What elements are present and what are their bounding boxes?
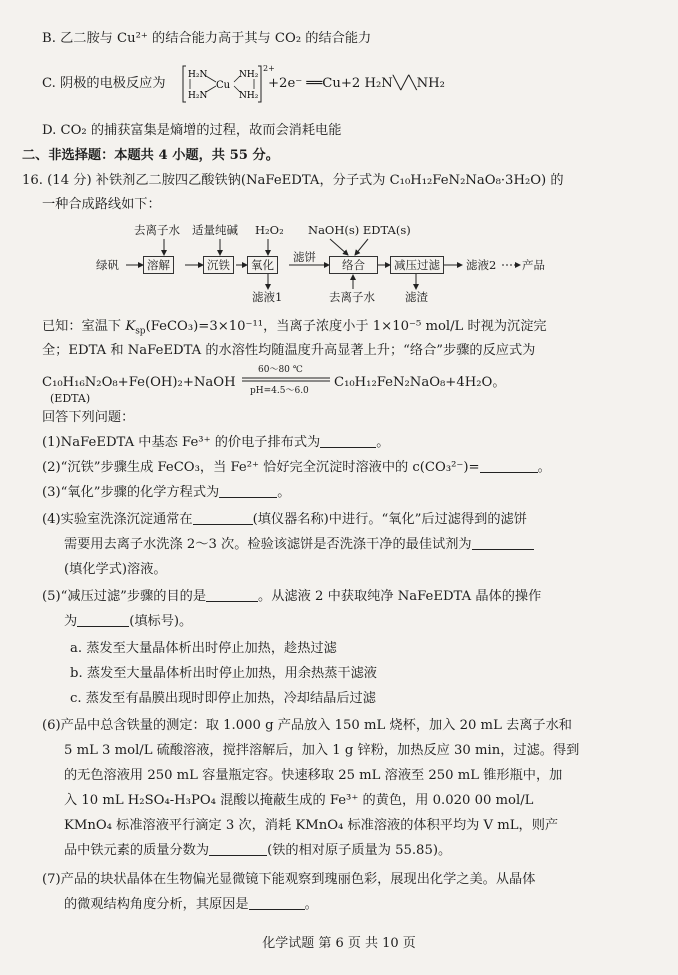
answer-blank-4a[interactable] (193, 511, 253, 525)
subq-5-line1: (5)“减压过滤”步骤的目的是 。从滤液 2 中获取纯净 NaFeEDTA 晶体的操作 (42, 589, 542, 604)
complex-charge: 2+ (263, 64, 275, 73)
complex-center: Cu (216, 80, 231, 91)
complex-ligand-bl: H₂N (188, 91, 208, 101)
subq-5-option-a: a. 蒸发至大量晶体析出时停止加热，趁热过滤 (70, 641, 337, 656)
flow-reagent-soda: 适量纯碱 (192, 223, 238, 237)
subq-7-line1: (7)产品的块状晶体在生物偏光显微镜下能观察到瑰丽色彩，展现出化学之美。从晶体 (42, 872, 536, 887)
subq-5-option-c: c. 蒸发至有晶膜出现时即停止加热，冷却结晶后过滤 (70, 691, 376, 706)
equation-right: C₁₀H₁₂FeN₂NaO₈+4H₂O。 (334, 375, 506, 390)
known-2: 全；EDTA 和 NaFeEDTA 的水溶性均随温度升高显著上升；“络合”步骤的反应式为 (42, 343, 536, 358)
equation-left: C₁₀H₁₆N₂O₈+Fe(OH)₂+NaOH (42, 375, 236, 390)
option-d: D. CO₂ 的捕获富集是熵增的过程，故而会消耗电能 (42, 123, 342, 138)
q16-stem-2: 一种合成路线如下： (42, 197, 161, 212)
subq-1: (1)NaFeEDTA 中基态 Fe³⁺ 的价电子排布式为 。 (42, 435, 390, 450)
flow-filtrate2: 滤液2 (466, 258, 497, 272)
subq-2: (2)“沉铁”步骤生成 FeCO₃，当 Fe²⁺ 恰好完全沉淀时溶液中的 c(CO₃²⁻)= 。 (42, 460, 551, 475)
option-c-suffix: +2e⁻ ══Cu+2 H₂N╲╱╲NH₂ (268, 76, 445, 91)
subq-6-line6: 品中铁元素的质量分数为 (铁的相对原子质量为 55.85)。 (64, 843, 452, 858)
complex-ligand-br: NH₂ (239, 91, 259, 101)
equation-arrow (240, 376, 332, 384)
option-c-prefix: C. 阴极的电极反应为 (42, 76, 166, 91)
subq-4-line1: (4)实验室洗涤沉淀通常在 (填仪器名称)中进行。“氧化”后过滤得到的滤饼 (42, 512, 527, 527)
answer-blank-1[interactable] (320, 434, 376, 448)
flow-cake: 滤饼 (293, 250, 316, 264)
subq-5-line2: 为 (填标号)。 (64, 614, 193, 629)
subq-5-option-b: b. 蒸发至大量晶体析出时停止加热，用余热蒸干滤液 (70, 666, 377, 681)
answer-blank-4b[interactable] (472, 536, 534, 550)
flow-reagent-h2o2: H₂O₂ (255, 223, 284, 237)
flow-step-dissolve: 溶解 (143, 256, 174, 274)
subq-4-line3: (填化学式)溶液。 (64, 562, 167, 577)
equation-condition-top: 60～80 ℃ (258, 365, 303, 375)
answer-blank-2[interactable] (480, 459, 538, 473)
complex-ligand-tl: H₂N (188, 70, 208, 80)
subq-6-line2: 5 mL 3 mol/L 硫酸溶液，搅拌溶解后，加入 1 g 锌粉，加热反应 30 min，过滤。得到 (64, 743, 580, 758)
flow-step-oxidize: 氧化 (247, 256, 278, 274)
subq-7-line2: 的微观结构角度分析，其原因是 。 (64, 897, 318, 912)
section-heading: 二、非选择题：本题共 4 小题，共 55 分。 (22, 148, 279, 163)
known-1: 已知：室温下 $K_{sp}(FeCO_3)=3\times 10^{-11}$，当离子浓度小于 1×10⁻⁵ mol/L 时视为沉淀完 (42, 319, 547, 337)
subq-6-line4: 入 10 mL H₂SO₄-H₃PO₄ 混酸以掩蔽生成的 Fe³⁺ 的黄色，用 0.020 00 mol/L (64, 793, 534, 808)
subq-6-line5: KMnO₄ 标准溶液平行滴定 3 次，消耗 KMnO₄ 标准溶液的体积平均为 V mL，则产 (64, 818, 559, 833)
answer-prompt: 回答下列问题： (42, 410, 135, 425)
equation-edta-note: (EDTA) (50, 392, 91, 405)
subq-6-line3: 的无色溶液用 250 mL 容量瓶定容。快速移取 25 mL 溶液至 250 mL 锥形瓶中，加 (64, 768, 563, 783)
flow-start: 绿矾 (96, 258, 119, 272)
flow-residue: 滤渣 (405, 290, 428, 304)
flow-filtrate1: 滤液1 (252, 290, 283, 304)
option-b: B. 乙二胺与 Cu²⁺ 的结合能力高于其与 CO₂ 的结合能力 (42, 31, 372, 46)
subq-4-line2: 需要用去离子水洗涤 2～3 次。检验该滤饼是否洗涤干净的最佳试剂为 (64, 536, 534, 553)
answer-blank-6[interactable] (209, 842, 267, 856)
complex-ligand-tr: NH₂ (239, 70, 259, 80)
flow-reagent-naoh-edta: NaOH(s) EDTA(s) (308, 223, 411, 237)
flow-product: 产品 (522, 258, 545, 272)
q16-stem-1: 16. (14 分) 补铁剂乙二胺四乙酸铁钠(NaFeEDTA，分子式为 C₁₀H₁₂FeN₂NaO₈·3H₂O) 的 (22, 173, 564, 188)
subq-3: (3)“氧化”步骤的化学方程式为 。 (42, 485, 291, 500)
subq-6-line1: (6)产品中总含铁量的测定：取 1.000 g 产品放入 150 mL 烧杯，加入 20 mL 去离子水和 (42, 718, 572, 733)
flow-step-vacuum-filter: 减压过滤 (390, 256, 444, 274)
flow-step-precipitate: 沉铁 (203, 256, 234, 274)
equation-condition-bottom: pH=4.5～6.0 (250, 386, 309, 396)
answer-blank-5b[interactable] (77, 613, 129, 627)
flow-step-complex: 络合 (329, 256, 378, 274)
answer-blank-3[interactable] (219, 484, 277, 498)
page-footer: 化学试题 第 6 页 共 10 页 (262, 936, 416, 951)
flow-water-2: 去离子水 (329, 290, 375, 304)
flow-reagent-water: 去离子水 (134, 223, 180, 237)
answer-blank-7[interactable] (249, 896, 305, 910)
answer-blank-5a[interactable] (206, 588, 258, 602)
